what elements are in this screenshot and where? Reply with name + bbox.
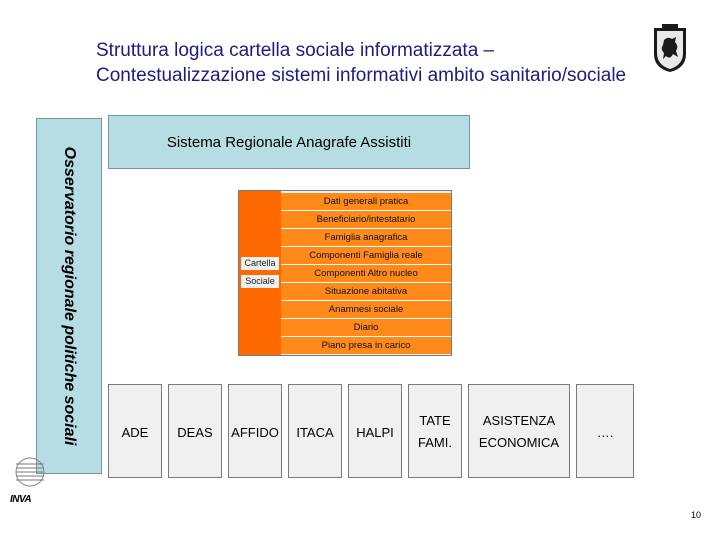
cartella-row: Piano presa in carico: [281, 337, 451, 354]
cartella-row: Beneficiario/intestatario: [281, 211, 451, 229]
cartella-row: Dati generali pratica: [281, 193, 451, 211]
system-label: HALPI: [356, 425, 394, 440]
slide-title: [96, 38, 626, 88]
regional-crest-icon: [652, 24, 688, 74]
system-label: ASISTENZA: [482, 413, 556, 428]
system-label: ADE: [121, 425, 149, 440]
cartella-row: Componenti Altro nucleo: [281, 265, 451, 283]
system-box-deas: [168, 384, 222, 478]
system-label: AFFIDO: [231, 425, 279, 440]
system-box-itaca: [288, 384, 342, 478]
cartella-label-line-2: Sociale: [241, 275, 279, 288]
system-label-line-2: FAMI.: [418, 435, 452, 450]
system-box-ade: [108, 384, 162, 478]
system-label-line-2: ECONOMICA: [478, 435, 560, 450]
regional-registry-label: Sistema Regionale Anagrafe Assistiti: [166, 133, 412, 151]
cartella-row: Situazione abitativa: [281, 283, 451, 301]
system-box-asistenza-economica: [468, 384, 570, 478]
slide-title-line-1: Struttura logica cartella sociale informatizzata –: [96, 40, 495, 61]
system-box-halpi: [348, 384, 402, 478]
inva-logo-text: INVA: [10, 494, 32, 505]
observatory-side-panel: [36, 118, 102, 474]
system-label: ….: [596, 425, 614, 440]
system-label: ITACA: [296, 425, 334, 440]
page-number: 10: [691, 510, 702, 520]
cartella-row: Famiglia anagrafica: [281, 229, 451, 247]
cartella-label-line-1: Cartella: [241, 257, 279, 270]
system-box-more: [576, 384, 634, 478]
system-box-tate-fami: [408, 384, 462, 478]
cartella-sociale-bar: [239, 191, 281, 355]
system-label: TATE: [419, 413, 451, 428]
system-box-affido: [228, 384, 282, 478]
cartella-row: Diario: [281, 319, 451, 337]
system-label: DEAS: [177, 425, 213, 440]
regional-registry-box: [108, 115, 470, 169]
cartella-sociale-box: [238, 190, 452, 356]
cartella-row: Componenti Famiglia reale: [281, 247, 451, 265]
slide-title-line-2: Contestualizzazione sistemi informativi ambito sanitario/sociale: [96, 65, 627, 86]
observatory-label: Osservatorio regionale politiche sociali: [61, 146, 78, 446]
cartella-row: Anamnesi sociale: [281, 301, 451, 319]
